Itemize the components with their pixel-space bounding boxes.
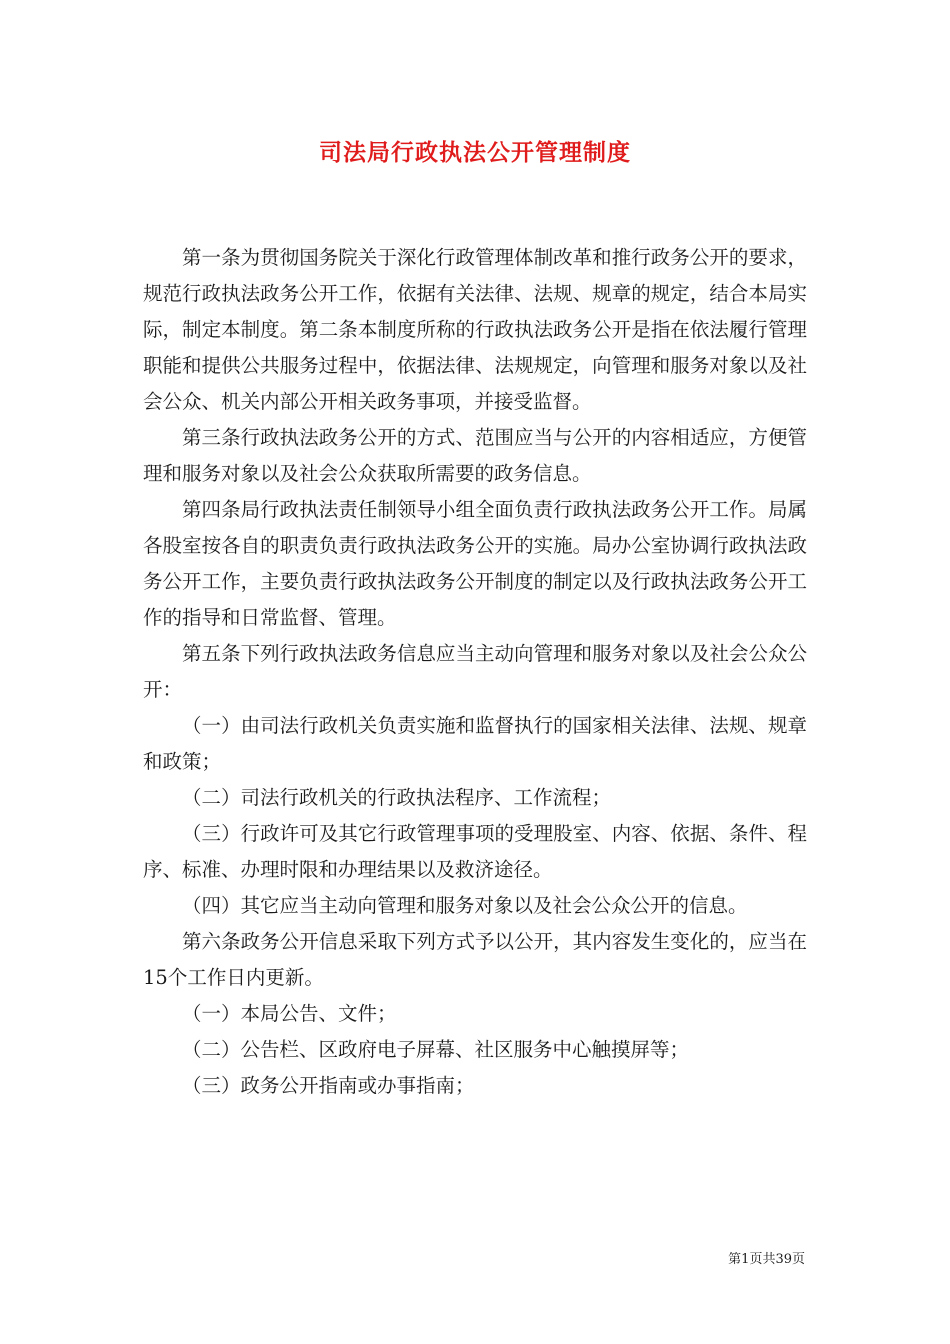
paragraph: 第一条为贯彻国务院关于深化行政管理体制改革和推行政务公开的要求，规范行政执法政务公开工作，依据有关法律、法规、规章的规定，结合本局实际，制定本制度。第二条本制度所称的行政执法政务公开是指在依法履行管理职能和提供公共服务过程中，依据法律、法规规定，向管理和服务对象以及社会公众、机关内部公开相关政务事项，并接受监督。 <box>143 246 807 413</box>
paragraph: （四）其它应当主动向管理和服务对象以及社会公众公开的信息。 <box>182 894 748 917</box>
document-body <box>143 240 807 1104</box>
paragraph: （三）政务公开指南或办事指南； <box>182 1074 475 1097</box>
paragraph: 第四条局行政执法责任制领导小组全面负责行政执法政务公开工作。局属各股室按各自的职责负责行政执法政务公开的实施。局办公室协调行政执法政务公开工作，主要负责行政执法政务公开制度的制定以及行政执法政务公开工作的指导和日常监督、管理。 <box>143 498 807 629</box>
document-title: 司法局行政执法公开管理制度 <box>319 139 631 166</box>
page-number: 第1页共39页 <box>728 1252 805 1267</box>
paragraph: 第五条下列行政执法政务信息应当主动向管理和服务对象以及社会公众公开： <box>143 642 807 701</box>
paragraph: （二）司法行政机关的行政执法程序、工作流程； <box>182 786 612 809</box>
paragraph: 第六条政务公开信息采取下列方式予以公开，其内容发生变化的，应当在15个工作日内更新。 <box>143 930 807 989</box>
paragraph: 第三条行政执法政务公开的方式、范围应当与公开的内容相适应，方便管理和服务对象以及社会公众获取所需要的政务信息。 <box>143 426 807 485</box>
paragraph: （一）由司法行政机关负责实施和监督执行的国家相关法律、法规、规章和政策； <box>143 714 807 773</box>
paragraph: （三）行政许可及其它行政管理事项的受理股室、内容、依据、条件、程序、标准、办理时限和办理结果以及救济途径。 <box>143 822 807 881</box>
paragraph: （二）公告栏、区政府电子屏幕、社区服务中心触摸屏等； <box>182 1038 690 1061</box>
paragraph: （一）本局公告、文件； <box>182 1002 397 1025</box>
